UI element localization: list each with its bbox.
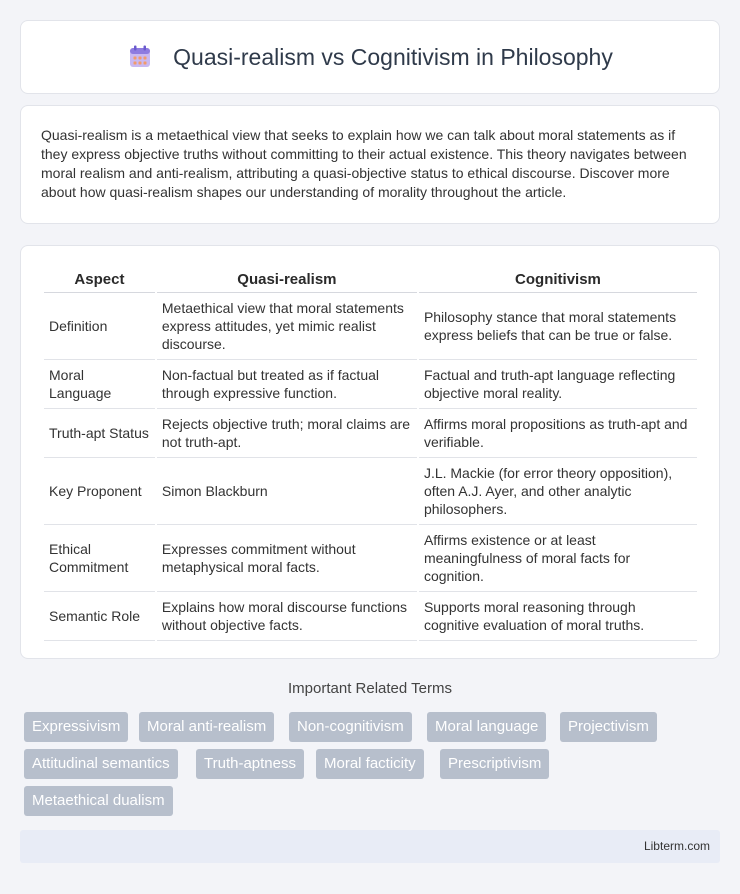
related-term-tag[interactable]: Moral anti-realism (139, 712, 274, 742)
related-term-tag[interactable]: Expressivism (24, 712, 128, 742)
comparison-card (20, 245, 720, 659)
quasi-realism-cell: Simon Blackburn (157, 458, 417, 525)
table-row (44, 592, 697, 641)
quasi-realism-cell: Metaethical view that moral statements express attitudes, yet mimic realist discourse. (157, 293, 417, 360)
aspect-cell: Moral Language (44, 360, 155, 409)
related-term-tag[interactable]: Attitudinal semantics (24, 749, 178, 779)
related-term-tag[interactable]: Prescriptivism (440, 749, 549, 779)
cognitivism-cell: Supports moral reasoning through cognitive evaluation of moral truths. (419, 592, 697, 641)
comparison-table (42, 264, 699, 641)
footer (20, 830, 720, 863)
aspect-cell: Key Proponent (44, 458, 155, 525)
table-row (44, 360, 697, 409)
column-header: Quasi-realism (157, 264, 417, 293)
related-term-tag[interactable]: Metaethical dualism (24, 786, 173, 816)
related-term-tag[interactable]: Moral language (427, 712, 546, 742)
related-term-tag[interactable]: Projectivism (560, 712, 657, 742)
intro-card (20, 105, 720, 224)
related-term-tag[interactable]: Truth-aptness (196, 749, 304, 779)
aspect-cell: Semantic Role (44, 592, 155, 641)
table-row (44, 409, 697, 458)
aspect-cell: Truth-apt Status (44, 409, 155, 458)
aspect-cell: Definition (44, 293, 155, 360)
column-header: Aspect (44, 264, 155, 293)
calendar-icon (127, 44, 153, 70)
table-row (44, 525, 697, 592)
cognitivism-cell: Affirms existence or at least meaningfulness of moral facts for cognition. (419, 525, 697, 592)
intro-text: Quasi-realism is a metaethical view that seeks to explain how we can talk about moral statements as if they express objective truths without committing to their actual existence. This theory navigates between moral realism and anti-realism, attributing a quasi-objective status to ethical discourse. Discover more about how quasi-realism shapes our understanding of morality throughout the article. (41, 127, 687, 200)
aspect-cell: Ethical Commitment (44, 525, 155, 592)
quasi-realism-cell: Rejects objective truth; moral claims are not truth-apt. (157, 409, 417, 458)
cognitivism-cell: Philosophy stance that moral statements express beliefs that can be true or false. (419, 293, 697, 360)
related-term-tag[interactable]: Moral facticity (316, 749, 424, 779)
table-header-row (44, 264, 697, 293)
cognitivism-cell: Factual and truth-apt language reflecting objective moral reality. (419, 360, 697, 409)
footer-site-link[interactable]: Libterm.com (643, 839, 710, 853)
quasi-realism-cell: Explains how moral discourse functions without objective facts. (157, 592, 417, 641)
page-title: Quasi-realism vs Cognitivism in Philosophy (173, 43, 613, 70)
table-row (44, 293, 697, 360)
related-term-tag[interactable]: Non-cognitivism (289, 712, 412, 742)
cognitivism-cell: J.L. Mackie (for error theory opposition), often A.J. Ayer, and other analytic philosophers. (419, 458, 697, 525)
quasi-realism-cell: Expresses commitment without metaphysical moral facts. (157, 525, 417, 592)
column-header: Cognitivism (419, 264, 697, 293)
table-row (44, 458, 697, 525)
cognitivism-cell: Affirms moral propositions as truth-apt and verifiable. (419, 409, 697, 458)
quasi-realism-cell: Non-factual but treated as if factual through expressive function. (157, 360, 417, 409)
page-header (20, 20, 720, 94)
related-terms-title: Important Related Terms (288, 680, 452, 697)
